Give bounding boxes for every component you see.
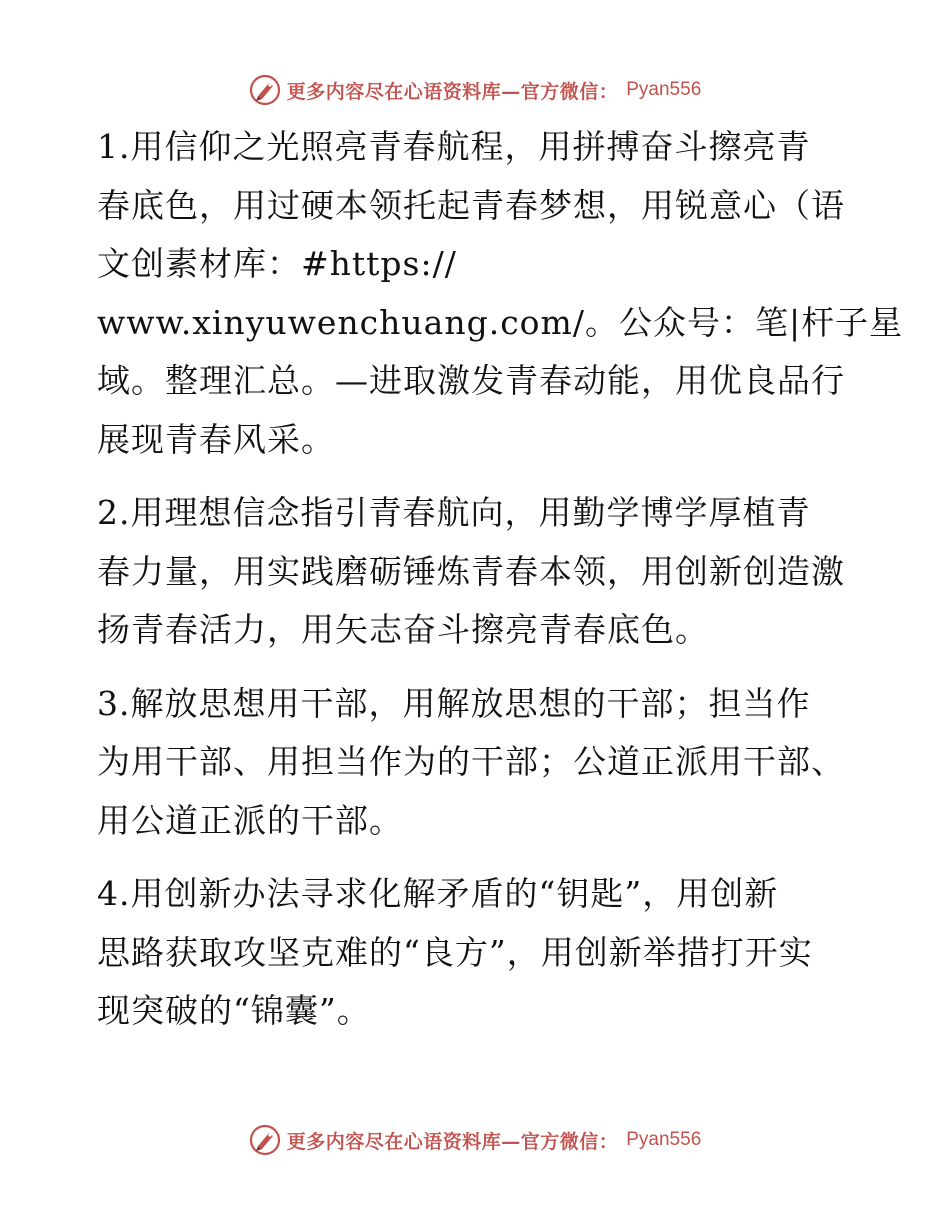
paragraph-2 xyxy=(97,484,857,660)
paragraph-line: 思路获取攻坚克难的“良方”，用创新举措打开实 xyxy=(97,932,813,972)
footer-watermark xyxy=(0,1120,950,1160)
paragraph-line: 扬青春活力，用矢志奋斗擦亮青春底色。 xyxy=(97,610,709,649)
watermark-text: 更多内容尽在心语资料库—官方微信： xyxy=(286,80,619,103)
paragraph-line: 3.解放思想用干部，用解放思想的干部；担当作 xyxy=(97,683,811,723)
header-watermark xyxy=(0,70,950,110)
paragraph-4 xyxy=(97,865,857,1041)
paragraph-line: 4.用创新办法寻求化解矛盾的“钥匙”，用创新 xyxy=(97,874,779,913)
paragraph-1 xyxy=(97,118,904,469)
pen-logo-icon xyxy=(249,74,281,106)
paragraph-line: www.xinyuwenchuang.com/。公众号：笔|杆子星 xyxy=(97,302,904,342)
paragraph-3 xyxy=(97,675,857,851)
watermark-id: Pyan556 xyxy=(626,1129,702,1150)
paragraph-line: 1.用信仰之光照亮青春航程，用拼搏奋斗擦亮青 xyxy=(97,127,811,166)
paragraph-line: 春底色，用过硬本领托起青春梦想，用锐意心（语 xyxy=(97,185,845,225)
pen-logo-icon xyxy=(249,1124,281,1156)
paragraph-line: 2.用理想信念指引青春航向，用勤学博学厚植青 xyxy=(97,493,811,532)
paragraph-line: 用公道正派的干部。 xyxy=(97,800,403,840)
paragraph-line: 现突破的“锦囊”。 xyxy=(97,991,371,1030)
document-body xyxy=(97,118,904,1056)
paragraph-line: 展现青春风采。 xyxy=(97,419,335,459)
watermark-id: Pyan556 xyxy=(626,79,702,100)
watermark-text: 更多内容尽在心语资料库—官方微信： xyxy=(286,1130,619,1153)
paragraph-line: 为用干部、用担当作为的干部；公道正派用干部、 xyxy=(97,742,845,781)
paragraph-line: 域。整理汇总。—进取激发青春动能，用优良品行 xyxy=(97,361,845,400)
paragraph-line: 文创素材库：#https:// xyxy=(97,244,457,283)
paragraph-line: 春力量，用实践磨砺锤炼青春本领，用创新创造激 xyxy=(97,551,845,591)
